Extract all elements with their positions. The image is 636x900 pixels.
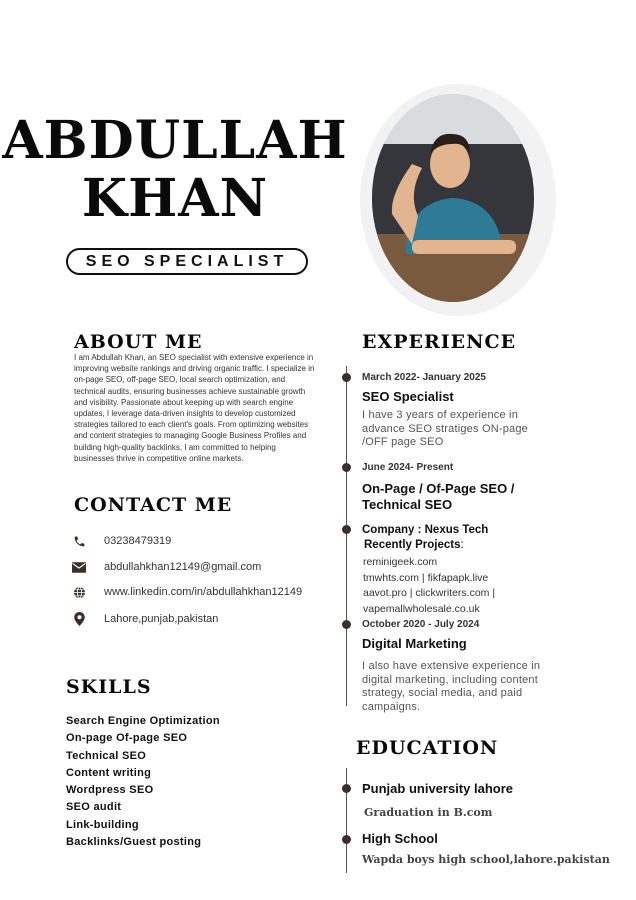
about-heading: ABOUT ME (74, 331, 203, 353)
job2-role-line: On-Page / Of-Page SEO / (362, 481, 515, 496)
phone-icon (72, 534, 86, 548)
project-line[interactable]: vapemallwholesale.co.uk (363, 602, 480, 615)
first-name: ABDULLAH (2, 110, 348, 171)
job3-company: Company : Nexus Tech (362, 524, 489, 536)
full-name (0, 112, 350, 228)
projects-colon: : (460, 539, 464, 551)
last-name: KHAN (81, 168, 269, 229)
skill-item: On-page Of-page SEO (66, 732, 188, 745)
location-pin-icon (72, 612, 86, 626)
timeline-dot (342, 620, 351, 629)
job2-date: June 2024- Present (362, 462, 454, 473)
skill-item: Content writing (66, 766, 152, 779)
job1-desc-line: advance SEO stratiges ON-page (362, 422, 528, 435)
job-title: SEO SPECIALIST (85, 252, 289, 270)
contact-heading: CONTACT ME (74, 494, 233, 516)
job4-description (362, 660, 572, 714)
timeline-dot (342, 835, 351, 844)
timeline-dot (342, 784, 351, 793)
job1-desc-line: I have 3 years of experience in (362, 409, 519, 421)
about-text: I am Abdullah Khan, an SEO specialist with extensive experience in improving website rankings and driving organic traffic. I specialize in on-page SEO, off-page SEO, local search optimization, and technical audits, ensuring businesses achieve sustainable growth and visibility. Passionate about keeping up with search engine updates, I leverage data-driven insights to develop customized strategies tailored to each client's goals. From optimizing websites and content strategies to managing Google Business Profiles and building high-quality backlinks, I am committed to helping businesses thrive in competitive online markets. (74, 353, 315, 463)
job2-role (362, 481, 514, 513)
job1-date: March 2022- January 2025 (362, 372, 486, 383)
phone-number: 03238479319 (104, 535, 172, 547)
skill-item: Link-building (66, 818, 139, 831)
skill-item: SEO audit (66, 801, 122, 814)
job3-projects-label-row (364, 539, 464, 551)
skill-item: Backlinks/Guest posting (66, 836, 202, 849)
job4-desc-line: strategy, social media, and paid (362, 687, 523, 699)
edu1-school: Punjab university lahore (362, 781, 513, 796)
skill-item: Wordpress SEO (66, 784, 154, 797)
experience-heading: EXPERIENCE (362, 331, 517, 353)
job4-date: October 2020 - July 2024 (362, 619, 480, 630)
skill-item: Technical SEO (66, 749, 147, 762)
job4-desc-line: I also have extensive experience in (362, 660, 541, 672)
edu2-detail: Wapda boys high school,lahore.pakistan (362, 853, 610, 866)
project-line[interactable]: aavot.pro | clickwriters.com | (363, 587, 496, 599)
job1-desc-line: /OFF page SEO (362, 436, 444, 448)
timeline-dot (342, 373, 351, 382)
timeline-dot (342, 463, 351, 472)
edu1-degree: Graduation in B.com (364, 806, 493, 819)
job1-role: SEO Specialist (362, 389, 454, 404)
linkedin-url[interactable]: www.linkedin.com/in/abdullahkhan12149 (104, 586, 303, 598)
project-line[interactable]: tmwhts.com | fikfapapk.live (363, 571, 489, 584)
education-heading: EDUCATION (356, 737, 499, 759)
globe-icon (72, 585, 86, 599)
location-text: Lahore,punjab,pakistan (104, 613, 219, 625)
skills-heading: SKILLS (66, 676, 152, 698)
job4-desc-line: campaigns. (362, 700, 421, 713)
job1-description (362, 409, 562, 450)
contact-email (72, 560, 261, 574)
timeline-dot (342, 525, 351, 534)
job2-role-line: Technical SEO (362, 497, 453, 512)
projects-label: Recently Projects (364, 539, 461, 551)
project-line[interactable]: reminigeek.com (363, 556, 438, 568)
edu2-school: High School (362, 831, 438, 846)
job4-desc-line: digital marketing, including content (362, 673, 538, 686)
mail-icon (72, 560, 86, 574)
contact-linkedin (72, 585, 302, 599)
job4-role: Digital Marketing (362, 636, 467, 651)
job3-projects (363, 555, 495, 617)
job-title-badge (66, 248, 308, 275)
contact-phone (72, 534, 171, 548)
skill-item: Search Engine Optimization (66, 715, 220, 727)
email-address[interactable]: abdullahkhan12149@gmail.com (104, 561, 262, 573)
profile-photo (372, 94, 534, 302)
experience-timeline-line (346, 366, 347, 706)
skills-list (66, 713, 220, 851)
contact-location (72, 612, 218, 626)
